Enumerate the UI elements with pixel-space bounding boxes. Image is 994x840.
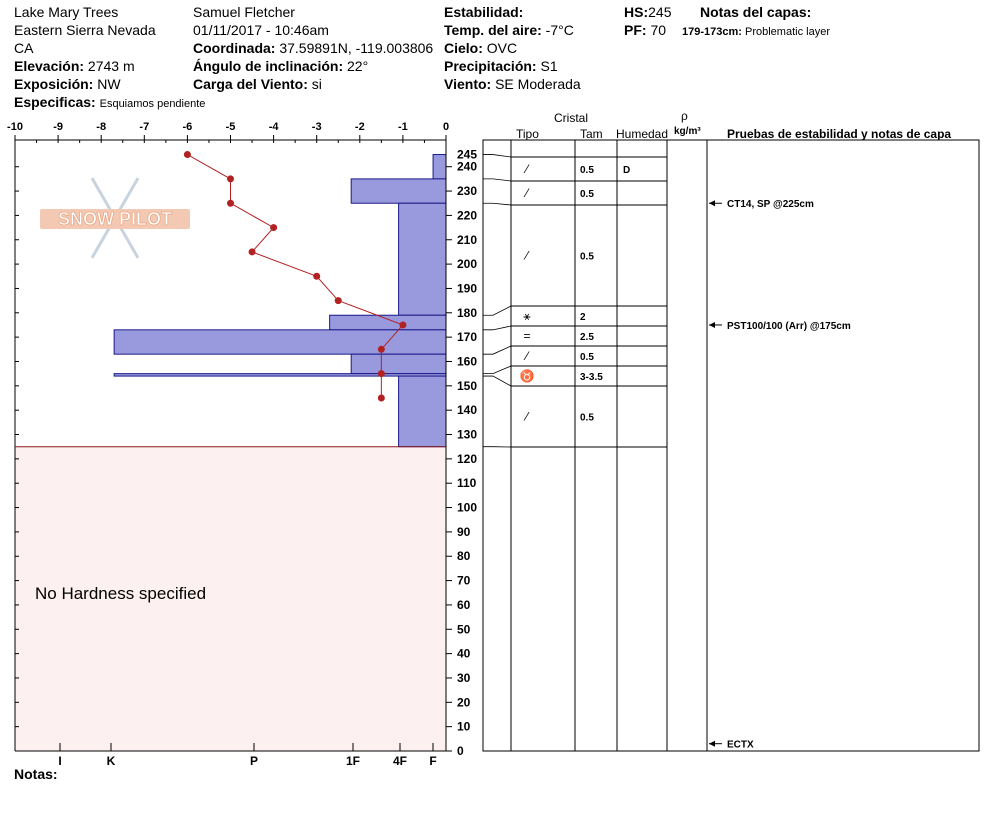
coordinates: Coordinada: 37.59891N, -119.003806 (193, 40, 434, 56)
hardness-tick-label: K (106, 754, 116, 768)
depth-tick-label: 40 (457, 646, 471, 661)
hardness-bar (399, 203, 446, 315)
range-name: Eastern Sierra Nevada (14, 22, 156, 38)
temperature-point (378, 394, 385, 401)
notes-label: Notas: (14, 766, 58, 782)
depth-tick-label: 210 (457, 232, 478, 247)
stability-test: CT14, SP @225cm (727, 199, 814, 211)
hardness-tick-label: F (429, 754, 437, 768)
depth-tick-label: 150 (457, 378, 478, 393)
layer-connector (483, 306, 511, 315)
slope-angle: Ángulo de inclinación: 22° (193, 58, 369, 74)
grain-size: 2 (580, 312, 586, 323)
penetration-foot: PF: 70 (624, 22, 667, 38)
snow-height: HS:245 (624, 4, 672, 20)
depth-tick-label: 140 (457, 403, 478, 418)
hardness-bar (399, 376, 446, 447)
depth-top-label: 245 (457, 147, 478, 162)
grain-type-symbol: ⁄ (525, 248, 529, 263)
depth-tick-label: 180 (457, 305, 478, 320)
temp-tick-label: -7 (139, 121, 150, 133)
test-arrow-icon (709, 741, 715, 747)
depth-tick-label: 30 (457, 670, 471, 685)
temperature-point (378, 346, 385, 353)
datetime: 01/11/2017 - 10:46am (193, 22, 329, 38)
depth-tick-label: 120 (457, 451, 478, 466)
watermark-text: SNOW PILOT (58, 209, 172, 229)
temperature-point (184, 151, 191, 158)
grain-size: 0.5 (580, 189, 594, 200)
depth-tick-label: 200 (457, 257, 478, 272)
layer-connector (483, 326, 511, 330)
depth-tick-label: 10 (457, 719, 471, 734)
tests-header: Pruebas de estabilidad y notas de capa (727, 127, 952, 141)
size-header: Tam (580, 127, 603, 141)
air-temp: Temp. del aire: -7°C (444, 22, 574, 38)
depth-tick-label: 130 (457, 427, 478, 442)
test-arrow-icon (709, 322, 715, 328)
temperature-point (227, 175, 234, 182)
elevation: Elevación: 2743 m (14, 58, 135, 74)
depth-tick-label: 0 (457, 744, 464, 758)
hardness-bar (351, 179, 446, 203)
temp-tick-label: 0 (442, 121, 450, 133)
hardness-bar (433, 155, 446, 179)
observer: Samuel Fletcher (193, 4, 295, 20)
depth-tick-label: 160 (457, 354, 478, 369)
test-arrow-icon (709, 200, 715, 206)
depth-tick-label: 170 (457, 330, 478, 345)
state-name: CA (14, 40, 34, 56)
layer-note: 179-173cm: Problematic layer (682, 26, 830, 38)
grain-size: 0.5 (580, 165, 594, 176)
wind: Viento: SE Moderada (444, 76, 581, 92)
precipitation: Precipitación: S1 (444, 58, 558, 74)
grain-type-symbol: ⚹ (523, 309, 531, 323)
temperature-point (249, 248, 256, 255)
stability-test: ECTX (727, 739, 754, 751)
hardness-bar (114, 374, 446, 376)
temperature-point (378, 370, 385, 377)
depth-tick-label: 100 (457, 500, 478, 515)
temp-tick-label: -2 (354, 121, 365, 133)
stability-label: Estabilidad: (444, 4, 524, 20)
hardness-bar (351, 354, 446, 373)
depth-tick-label: 240 (457, 159, 478, 174)
site-name: Lake Mary Trees (14, 4, 119, 20)
temp-tick-label: -10 (7, 121, 23, 133)
grain-type-symbol: ⁄ (525, 409, 529, 424)
depth-tick-label: 80 (457, 549, 471, 564)
grain-size: 0.5 (580, 412, 594, 424)
hardness-tick-label: P (249, 754, 259, 768)
layer-connector (483, 346, 511, 354)
stability-test: PST100/100 (Arr) @175cm (727, 320, 851, 332)
grain-size: 3-3.5 (580, 372, 603, 383)
crystal-header: Cristal (554, 111, 589, 125)
hardness-tick-label: 4F (392, 754, 408, 768)
crystal-table-frame (483, 140, 979, 751)
temp-tick-label: -3 (311, 121, 322, 133)
grain-size: 2.5 (580, 332, 594, 343)
grain-type-symbol: ⁄ (525, 162, 529, 176)
depth-tick-label: 70 (457, 573, 471, 588)
moisture-value: D (623, 165, 631, 176)
density-unit: kg/m³ (674, 126, 701, 137)
temperature-point (335, 297, 342, 304)
specifics: Especificas: Esquiamos pendiente (14, 94, 206, 110)
hardness-tick-label: I (58, 754, 62, 768)
depth-tick-label: 110 (457, 476, 477, 491)
layer-connector (483, 203, 511, 205)
grain-type-symbol: = (523, 329, 531, 343)
temp-tick-label: -1 (398, 121, 408, 133)
hardness-bar (330, 315, 446, 330)
grain-type-symbol: ♉ (519, 369, 535, 383)
layer-connector (483, 366, 511, 374)
wind-load: Carga del Viento: si (193, 76, 322, 92)
temperature-point (270, 224, 277, 231)
depth-tick-label: 90 (457, 524, 471, 539)
depth-tick-label: 230 (457, 184, 478, 199)
hardness-tick-label: 1F (345, 754, 361, 768)
temp-tick-label: -8 (96, 121, 107, 133)
temp-tick-label: -4 (268, 121, 279, 133)
moisture-header: Humedad (616, 127, 669, 141)
depth-tick-label: 20 (457, 695, 471, 710)
temperature-point (313, 273, 320, 280)
temperature-point (399, 321, 406, 328)
grain-type-symbol: ⁄ (525, 349, 529, 363)
grain-size: 0.5 (580, 352, 594, 363)
depth-tick-label: 60 (457, 597, 471, 612)
depth-tick-label: 50 (457, 622, 471, 637)
hardness-bar (114, 330, 446, 354)
no-hardness-text: No Hardness specified (35, 584, 207, 603)
rho-header: ρ (681, 109, 688, 123)
temp-tick-label: -9 (53, 121, 63, 133)
temp-tick-label: -6 (182, 121, 193, 133)
layer-connector (483, 376, 511, 386)
grain-size: 0.5 (580, 251, 594, 263)
sky: Cielo: OVC (444, 40, 518, 56)
temp-tick-label: -5 (225, 121, 236, 133)
grain-type-symbol: ⁄ (525, 186, 529, 200)
layer-connector (483, 179, 511, 181)
type-header: Tipo (516, 127, 539, 141)
aspect: Exposición: NW (14, 76, 121, 92)
temperature-point (227, 200, 234, 207)
depth-tick-label: 220 (457, 208, 478, 223)
layer-notes-label: Notas del capas: (700, 4, 812, 20)
layer-connector (483, 155, 511, 157)
depth-tick-label: 190 (457, 281, 478, 296)
